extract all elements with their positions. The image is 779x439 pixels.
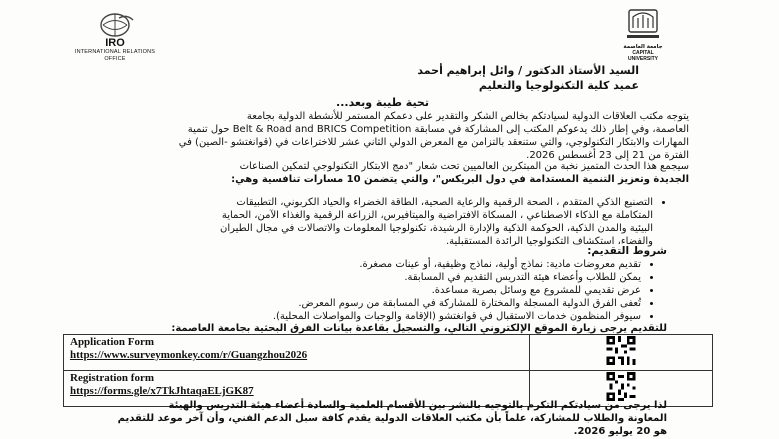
office-abbr: IRO bbox=[105, 37, 125, 49]
greeting: تحية طيبة وبعد... bbox=[336, 96, 429, 109]
paragraph-line: سيجمع هذا الحدث المتميز نخبة من المبتكرين العالميين تحت شعار "دمج الابتكار التكنولوجي لتمكين الصناعات bbox=[239, 161, 689, 172]
paragraph-line: الفترة من 21 إلى 23 أغسطس 2026. bbox=[526, 150, 689, 161]
list-item-continuation: البيئية والمدن الذكية، الحوكمة الذكية والإدارة الرشيدة، تكنولوجيا المعلومات والاتصالات في مجال الطيران bbox=[219, 223, 653, 234]
paragraph-line: العاصمة، وفي إطار ذلك يدعوكم المكتب إلى المشاركة في مسابقة Belt & Road and BRICS Competition حول تنمية bbox=[187, 124, 689, 135]
paragraph-line: لذا يرجى من سيادتكم التكرم بالتوجيه بالنشر بين الأقسام العلمية والسادة أعضاء هيئة التدريس والهيئة bbox=[168, 400, 667, 411]
university-logo-block bbox=[619, 8, 667, 62]
paragraph-line: يتوجه مكتب العلاقات الدولية لسيادتكم بخالص الشكر والتقدير على دعمكم المستمر للأنشطة الدولية بجامعة bbox=[246, 111, 689, 122]
form-cell bbox=[64, 335, 530, 371]
university-name-ar: جامعة العاصمة bbox=[623, 44, 663, 50]
university-seal-icon bbox=[621, 8, 665, 44]
list-item: • سيوفر المنظمون خدمات الاستقبال في قوانغتشو (الإقامة والوجبات والمواصلات المحلية). bbox=[60, 310, 641, 323]
list-item: • يمكن للطلاب وأعضاء هيئة التدريس التقديم في المسابقة. bbox=[60, 271, 641, 284]
list-item: • عرض تقديمي للمشروع مع وسائل بصرية مساعدة. bbox=[60, 284, 641, 297]
paragraph-line: الجديدة وتعزيز التنمية المستدامة في دول البريكس"، والتي يتضمن 10 مسارات تنافسية وهي: bbox=[231, 174, 689, 185]
university-name-en: CAPITAL UNIVERSITY bbox=[627, 50, 658, 62]
list-item: • تُعفى الفرق الدولية المسجلة والمختارة للمشاركة في المسابقة من رسوم المعرض. bbox=[60, 297, 641, 310]
application-form-link[interactable]: https://www.surveymonkey.com/r/Guangzhou2026 bbox=[70, 349, 308, 361]
table-row bbox=[64, 335, 713, 371]
iro-logo-block bbox=[60, 12, 170, 63]
registration-form-label: Registration form bbox=[70, 372, 155, 384]
registration-instruction: للتقديم يرجى زيارة الموقع الإلكتروني التالي، والتسجيل بقاعدة بيانات الفرق البحثية بجامعة العاصمة: bbox=[171, 323, 667, 334]
paragraph-line: المهارات والابتكار التكنولوجي، والتي ستنعقد بالتزامن مع المعرض الدولي الثاني عشر للاختراعات في (قوانغتشو -الصين) في bbox=[178, 137, 689, 148]
office-word: OFFICE bbox=[104, 56, 126, 62]
paragraph-line: هو 20 يوليو 2026. bbox=[573, 426, 667, 437]
conditions-list bbox=[60, 258, 655, 323]
addressee-line2: عميد كلية التكنولوجيا والتعليم bbox=[478, 79, 639, 92]
paragraph-invitation bbox=[60, 110, 689, 162]
office-name: INTERNATIONAL RELATIONS bbox=[74, 49, 156, 55]
tracks-list bbox=[75, 196, 667, 248]
list-item-continuation: والفضاء، استكشاف التكنولوجيا الرائدة المستقبلية. bbox=[446, 236, 653, 247]
conditions-heading: شروط التقديم: bbox=[587, 245, 667, 257]
list-item: • تقديم معروضات مادية: نماذج أولية، نماذج وظيفية، أو عينات مصغرة. bbox=[60, 258, 641, 271]
closing-paragraph bbox=[60, 399, 667, 438]
iro-logo-icon bbox=[89, 12, 141, 38]
registration-form-link[interactable]: https://forms.gle/x7TkJhtaqaELjGK87 bbox=[70, 385, 254, 397]
forms-table bbox=[63, 334, 713, 407]
paragraph-line: المعاونة والطلاب للمشاركة، علماً بأن مكتب العلاقات الدولية يقدم كافة سبل الدعم الفني، وأن آخر موعد للتقديم bbox=[117, 413, 667, 424]
list-item-continuation: المتكاملة مع الذكاء الاصطناعي ، المسكاة الافتراضية والميتافيرس، الزراعة الرقمية والغذاء الآمن، الحماية bbox=[221, 210, 653, 221]
paragraph-event bbox=[60, 160, 689, 186]
qr-code-icon[interactable] bbox=[606, 336, 636, 369]
addressee-block bbox=[417, 63, 639, 93]
list-item: • التصنيع الذكي المتقدم ، الصحة الرقمية والرعاية الصحية، الطاقة الخضراء والحياد الكربوني، التطبيقات bbox=[75, 196, 653, 209]
qr-cell bbox=[530, 335, 713, 371]
addressee-line1: السيد الأستاذ الدكتور / وائل إبراهيم أحمد bbox=[417, 64, 639, 77]
application-form-label: Application Form bbox=[70, 336, 155, 348]
